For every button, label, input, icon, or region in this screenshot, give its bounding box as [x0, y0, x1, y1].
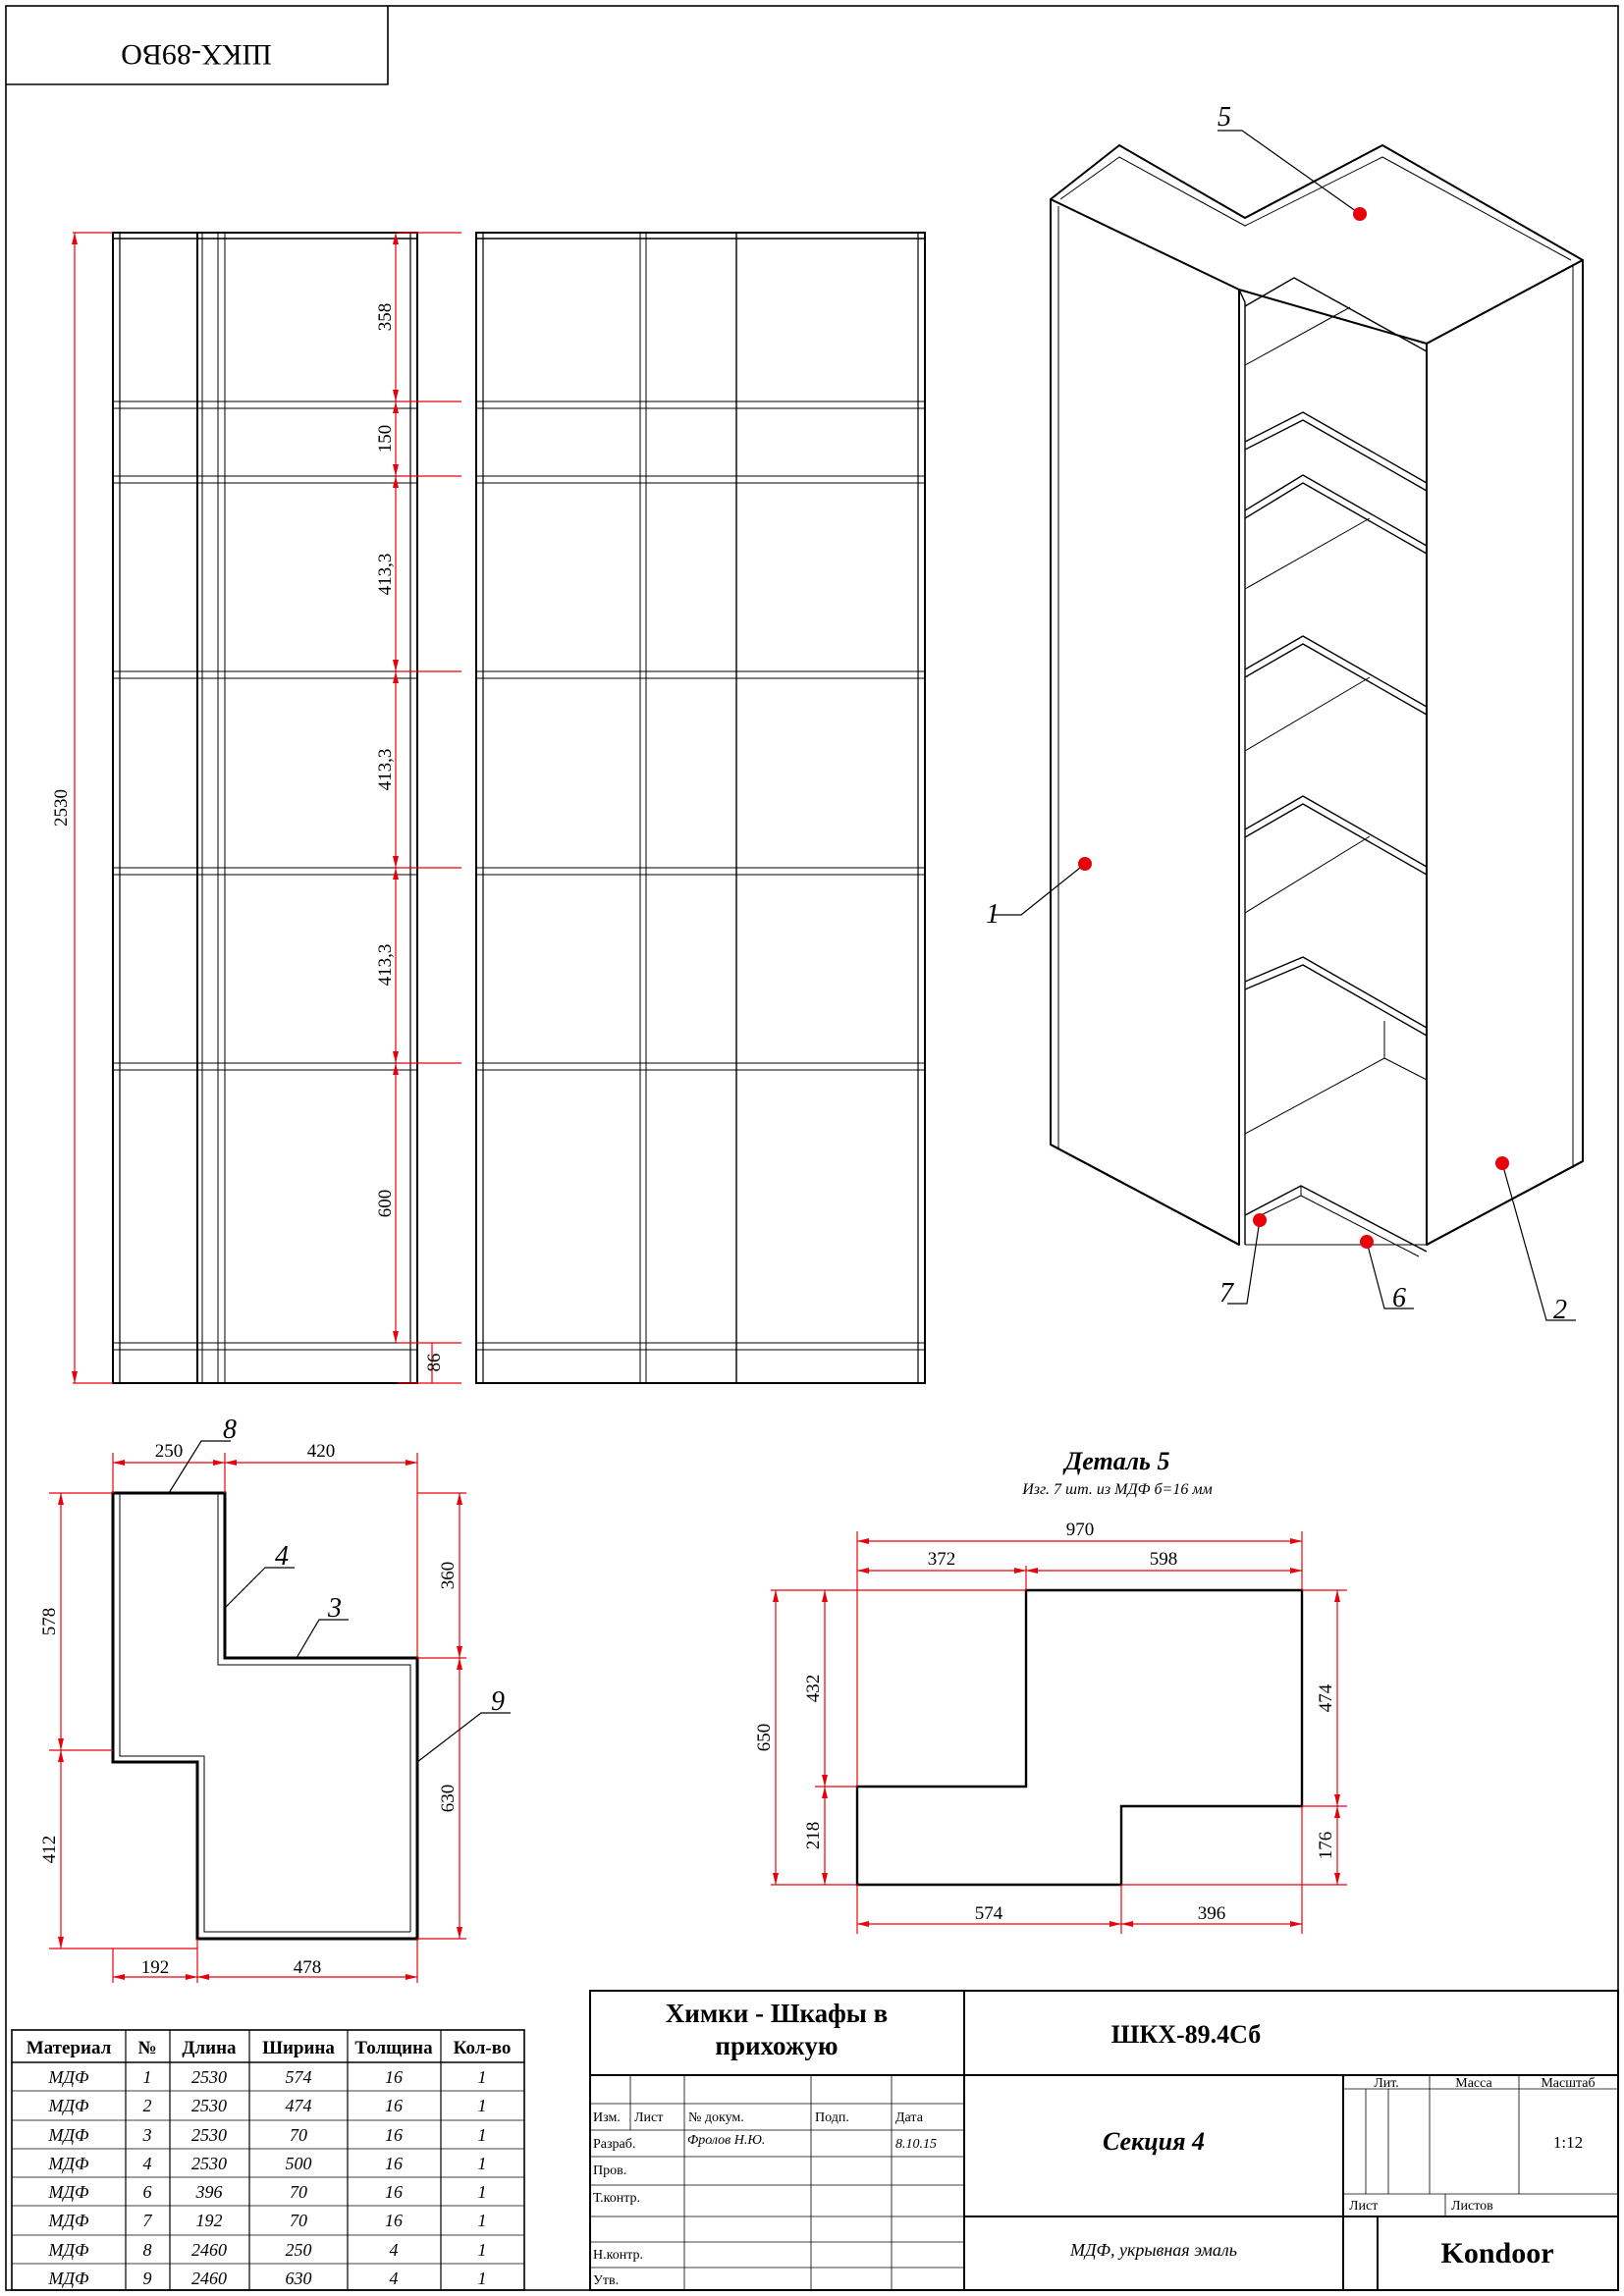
company-name: Kondoor [1440, 2237, 1554, 2269]
marker-dot-7 [1253, 1213, 1267, 1227]
parts-table [12, 2030, 524, 2290]
detail-title: Деталь 5 [1064, 1447, 1170, 1475]
parts-cell: 1 [477, 2067, 487, 2087]
parts-cell: 1 [477, 2240, 487, 2260]
parts-cell: 70 [290, 2182, 307, 2202]
developer-name: Фролов Н.Ю. [687, 2133, 766, 2148]
parts-cell: 16 [385, 2182, 403, 2202]
parts-cell: 70 [290, 2125, 307, 2145]
sheets-label: Листов [1451, 2199, 1493, 2214]
plan-dim-right-upper: 360 [438, 1561, 459, 1590]
parts-cell: 630 [285, 2269, 312, 2288]
parts-cell: 574 [285, 2067, 312, 2087]
plan-section-view [39, 1415, 511, 1983]
parts-cell: 6 [142, 2182, 152, 2202]
scale-value: 1:12 [1552, 2133, 1584, 2152]
header-date: Дата [895, 2110, 923, 2125]
parts-header-cell: Толщина [354, 2038, 433, 2058]
parts-cell: МДФ [48, 2125, 89, 2145]
plan-dim-bottom-left: 192 [140, 1957, 170, 1978]
parts-cell: 16 [385, 2211, 403, 2230]
parts-cell: 1 [477, 2211, 487, 2230]
front-elevation-doors [476, 233, 925, 1383]
parts-cell: 2530 [191, 2125, 227, 2145]
detail-dim-overall-width: 970 [1065, 1520, 1095, 1540]
parts-cell: 2 [142, 2096, 152, 2115]
parts-cell: МДФ [48, 2240, 89, 2260]
dim-section-5: 413,3 [375, 943, 396, 987]
marker-dot-6 [1360, 1235, 1374, 1249]
plan-callout-3: 3 [328, 1593, 342, 1624]
parts-cell: 2530 [191, 2096, 227, 2115]
parts-cell: 16 [385, 2096, 403, 2115]
plan-dim-top-right: 420 [306, 1441, 336, 1462]
plan-dim-left-lower: 412 [39, 1835, 60, 1864]
label-norm-control: Н.контр. [593, 2248, 643, 2263]
detail-dim-left-upper: 432 [803, 1674, 824, 1703]
parts-header-cell: Длина [182, 2038, 237, 2058]
parts-cell: 2460 [191, 2269, 227, 2288]
mass-label: Масса [1455, 2076, 1492, 2091]
plan-callout-9: 9 [491, 1686, 505, 1717]
parts-cell: 2460 [191, 2240, 227, 2260]
dim-section-6: 600 [375, 1189, 396, 1218]
detail-dim-right-lower: 176 [1316, 1831, 1336, 1860]
parts-cell: 2530 [191, 2154, 227, 2173]
parts-cell: 9 [142, 2269, 152, 2288]
parts-cell: 192 [195, 2211, 223, 2230]
callout-2: 2 [1553, 1295, 1567, 1325]
parts-header-cell: № [137, 2038, 157, 2058]
plan-callout-4: 4 [275, 1541, 289, 1572]
parts-cell: МДФ [48, 2269, 89, 2288]
detail-dim-bottom-right: 396 [1197, 1903, 1226, 1924]
lit-label: Лит. [1374, 2076, 1399, 2091]
detail-shelf-outline [857, 1590, 1302, 1885]
sheet-label: Лист [1349, 2199, 1379, 2214]
plan-dim-bottom-right: 478 [293, 1957, 322, 1978]
parts-header-cell: Ширина [262, 2038, 335, 2058]
scale-label: Масштаб [1541, 2076, 1596, 2091]
plan-dim-right-lower: 630 [438, 1784, 459, 1813]
detail-dim-top-left: 372 [927, 1549, 956, 1570]
parts-cell: 4 [389, 2269, 399, 2288]
dim-plinth: 86 [424, 1353, 445, 1372]
label-approved: Утв. [593, 2273, 620, 2288]
developer-date: 8.10.15 [895, 2137, 937, 2152]
dim-section-4: 413,3 [375, 748, 396, 791]
parts-cell: 2530 [191, 2067, 227, 2087]
front-elevation-dimensioned [51, 233, 461, 1383]
parts-cell: 16 [385, 2154, 403, 2173]
sheet-frame [6, 6, 1618, 2290]
section-name: Секция 4 [1102, 2127, 1206, 2156]
parts-cell: 1 [477, 2182, 487, 2202]
parts-header-cell: Кол-во [453, 2038, 512, 2058]
project-title-line1: Химки - Шкафы в [665, 1999, 889, 2028]
detail-dim-bottom-left: 574 [974, 1903, 1003, 1924]
parts-cell: МДФ [48, 2096, 89, 2115]
isometric-cabinet-view [1051, 145, 1583, 1256]
parts-cell: 7 [142, 2211, 152, 2230]
parts-cell: МДФ [48, 2182, 89, 2202]
dim-section-1: 358 [375, 302, 396, 332]
dim-overall-height: 2530 [51, 789, 72, 827]
parts-cell: 3 [142, 2125, 152, 2145]
marker-dot-5 [1353, 207, 1367, 221]
callout-1: 1 [986, 899, 1000, 930]
parts-cell: 1 [477, 2154, 487, 2173]
header-doc-number: № докум. [688, 2110, 744, 2125]
parts-cell: 1 [477, 2096, 487, 2115]
dim-section-2: 150 [375, 424, 396, 454]
callout-7: 7 [1219, 1278, 1233, 1308]
dim-section-3: 413,3 [375, 553, 396, 596]
project-title-line2: прихожую [715, 2031, 839, 2060]
detail-dim-left-lower: 218 [803, 1821, 824, 1850]
detail-subtitle: Изг. 7 шт. из МДФ б=16 мм [1022, 1481, 1213, 1498]
header-signature: Подп. [815, 2110, 849, 2125]
parts-cell: 8 [142, 2240, 152, 2260]
parts-cell: 70 [290, 2211, 307, 2230]
parts-cell: 1 [477, 2125, 487, 2145]
plan-dim-left-upper: 578 [39, 1607, 60, 1636]
label-checked: Пров. [593, 2163, 627, 2178]
parts-cell: 16 [385, 2125, 403, 2145]
detail-dim-left-total: 650 [754, 1723, 775, 1752]
plan-dim-top-left: 250 [154, 1441, 184, 1462]
parts-cell: МДФ [48, 2211, 89, 2230]
document-code: ШКХ-89.4Сб [1110, 2020, 1262, 2049]
callout-5: 5 [1218, 102, 1231, 133]
parts-cell: 474 [285, 2096, 312, 2115]
mirrored-code-stamp: ШКХ-89ВО [121, 38, 272, 71]
plan-callout-8: 8 [223, 1415, 237, 1445]
detail-dim-right-upper: 474 [1316, 1683, 1336, 1713]
parts-cell: 16 [385, 2067, 403, 2087]
detail-5-view [754, 1447, 1347, 1934]
label-tech-control: Т.контр. [593, 2191, 641, 2206]
parts-cell: МДФ [48, 2154, 89, 2173]
parts-cell: 1 [142, 2067, 152, 2087]
label-developer: Разраб. [593, 2137, 636, 2152]
parts-cell: 396 [195, 2182, 223, 2202]
parts-cell: 500 [285, 2154, 312, 2173]
title-block [590, 1991, 1618, 2290]
material-note: МДФ, укрывная эмаль [1070, 2240, 1237, 2260]
parts-cell: 1 [477, 2269, 487, 2288]
callout-6: 6 [1392, 1283, 1406, 1313]
detail-dim-top-right: 598 [1149, 1549, 1178, 1570]
marker-dot-1 [1078, 857, 1092, 871]
parts-cell: 4 [142, 2154, 152, 2173]
parts-header-cell: Материал [26, 2038, 112, 2058]
parts-cell: 250 [285, 2240, 312, 2260]
parts-cell: 4 [389, 2240, 399, 2260]
marker-dot-2 [1495, 1156, 1509, 1170]
parts-cell: МДФ [48, 2067, 89, 2087]
header-list: Лист [634, 2110, 664, 2125]
header-izm: Изм. [593, 2110, 621, 2125]
